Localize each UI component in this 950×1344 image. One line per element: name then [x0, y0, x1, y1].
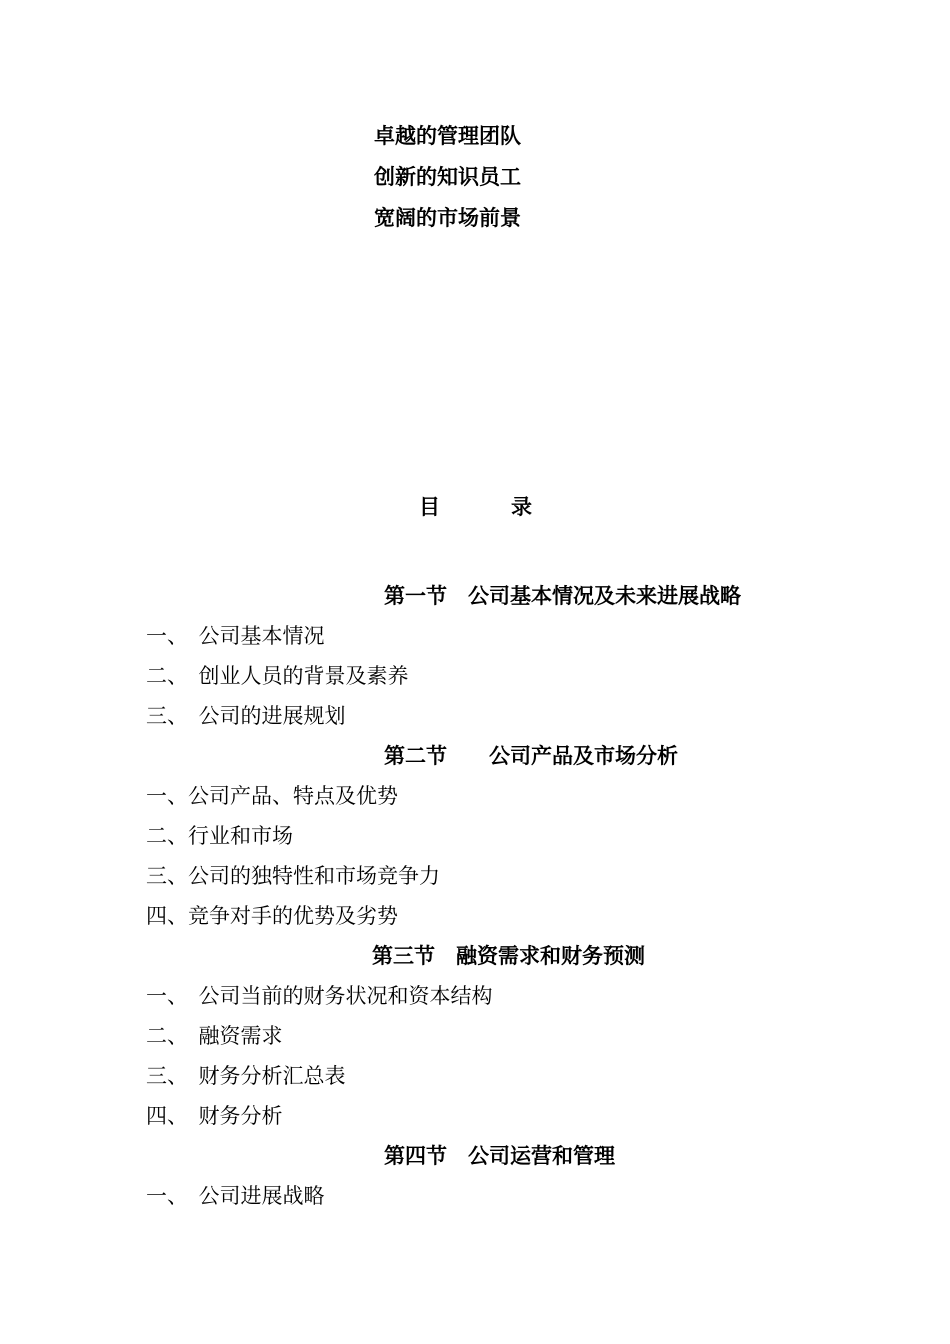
toc-item: 二、 创业人员的背景及素养 — [146, 664, 409, 688]
toc-section-2: 第二节 公司产品及市场分析 — [384, 743, 678, 768]
toc-item: 三、公司的独特性和市场竞争力 — [146, 864, 440, 888]
toc-section-1: 第一节 公司基本情况及未来进展战略 — [384, 583, 741, 608]
toc-section-3: 第三节 融资需求和财务预测 — [372, 943, 645, 968]
toc-item: 二、 融资需求 — [146, 1024, 283, 1048]
toc-item: 一、 公司当前的财务状况和资本结构 — [146, 984, 493, 1008]
toc-item: 四、 财务分析 — [146, 1104, 283, 1128]
toc-title-right: 录 — [511, 494, 532, 519]
toc-item: 三、 财务分析汇总表 — [146, 1064, 346, 1088]
toc-title-left: 目 — [419, 494, 440, 519]
toc-item: 一、 公司进展战略 — [146, 1184, 325, 1208]
slogan-line-2: 创新的知识员工 — [374, 164, 521, 189]
toc-item: 一、 公司基本情况 — [146, 624, 325, 648]
toc-item: 四、竞争对手的优势及劣势 — [146, 904, 398, 928]
toc-item: 三、 公司的进展规划 — [146, 704, 346, 728]
toc-section-4: 第四节 公司运营和管理 — [384, 1143, 615, 1168]
toc-item: 一、公司产品、特点及优势 — [146, 784, 398, 808]
slogan-line-1: 卓越的管理团队 — [374, 123, 521, 148]
slogan-line-3: 宽阔的市场前景 — [374, 205, 521, 230]
toc-item: 二、行业和市场 — [146, 824, 293, 848]
